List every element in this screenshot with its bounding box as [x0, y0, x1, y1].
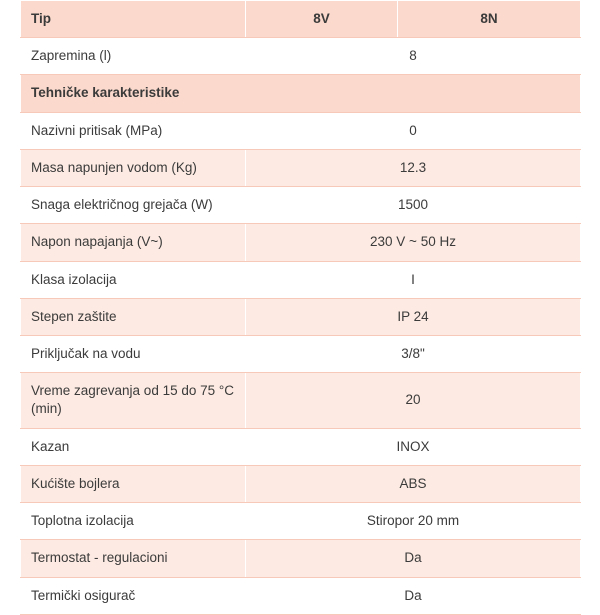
table-row: [21, 335, 581, 372]
column-header-type: Tip: [21, 1, 246, 38]
row-value: Da: [246, 577, 581, 614]
row-value: 12.3: [246, 149, 581, 186]
table-row: [21, 373, 581, 428]
table-row: [21, 149, 581, 186]
table-row: [21, 298, 581, 335]
table-row: [21, 112, 581, 149]
table-row: [21, 187, 581, 224]
table-row: [21, 261, 581, 298]
row-label: Snaga električnog grejača (W): [21, 187, 246, 224]
row-label: Toplotna izolacija: [21, 503, 246, 540]
section-header-row: [21, 75, 581, 112]
row-value: I: [246, 261, 581, 298]
row-value: Stiropor 20 mm: [246, 503, 581, 540]
table-row: [21, 465, 581, 502]
row-label: Zapremina (l): [21, 38, 246, 75]
row-value: IP 24: [246, 298, 581, 335]
row-label: Termički osigurač: [21, 577, 246, 614]
table-row: [21, 503, 581, 540]
table-row: [21, 540, 581, 577]
row-value: ABS: [246, 465, 581, 502]
row-label: Napon napajanja (V~): [21, 224, 246, 261]
column-header-8v: 8V: [246, 1, 398, 38]
row-label: Nazivni pritisak (MPa): [21, 112, 246, 149]
row-label: Priključak na vodu: [21, 335, 246, 372]
section-label: Tehničke karakteristike: [21, 75, 581, 112]
row-label: Kazan: [21, 428, 246, 465]
table-row: [21, 224, 581, 261]
row-label: Vreme zagrevanja od 15 do 75 °C (min): [21, 373, 246, 428]
table-header-row: [21, 1, 581, 38]
row-label: Klasa izolacija: [21, 261, 246, 298]
table-row: [21, 428, 581, 465]
row-value: 3/8": [246, 335, 581, 372]
row-label: Masa napunjen vodom (Kg): [21, 149, 246, 186]
table-row: [21, 577, 581, 614]
row-label: Termostat - regulacioni: [21, 540, 246, 577]
row-value: 230 V ~ 50 Hz: [246, 224, 581, 261]
row-label: Kućište bojlera: [21, 465, 246, 502]
column-header-8n: 8N: [398, 1, 581, 38]
row-value: 1500: [246, 187, 581, 224]
row-value: Da: [246, 540, 581, 577]
row-value: 20: [246, 373, 581, 428]
table-row: [21, 38, 581, 75]
row-label: Stepen zaštite: [21, 298, 246, 335]
row-value: 0: [246, 112, 581, 149]
row-value: 8: [246, 38, 581, 75]
specifications-table: [20, 0, 581, 615]
row-value: INOX: [246, 428, 581, 465]
